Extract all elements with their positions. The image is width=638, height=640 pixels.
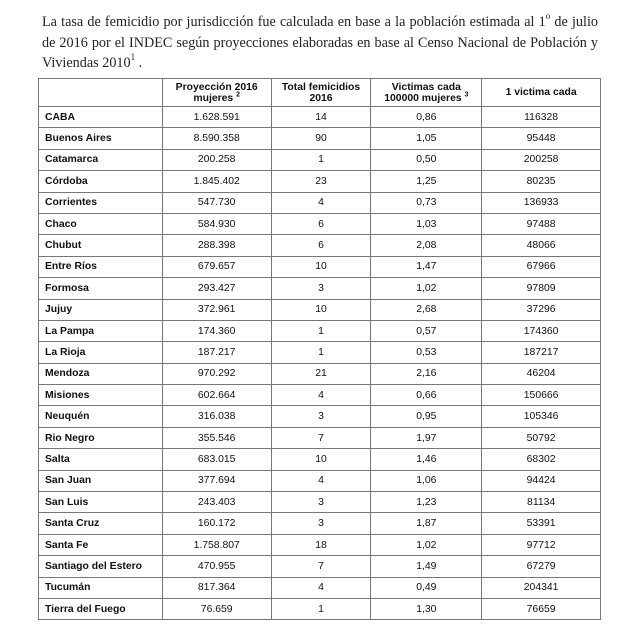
cell-one-victim-every: 67279: [482, 556, 601, 577]
cell-jurisdiction: Chubut: [39, 235, 163, 256]
cell-victims-rate: 1,05: [371, 128, 482, 149]
cell-jurisdiction: Santiago del Estero: [39, 556, 163, 577]
cell-one-victim-every: 48066: [482, 235, 601, 256]
table-row: [39, 278, 601, 299]
cell-projection: 8.590.358: [162, 128, 271, 149]
cell-jurisdiction: Neuquén: [39, 406, 163, 427]
cell-total-femicides: 3: [271, 278, 371, 299]
table-row: [39, 213, 601, 234]
cell-jurisdiction: Tucumán: [39, 577, 163, 598]
cell-victims-rate: 1,06: [371, 470, 482, 491]
cell-victims-rate: 2,68: [371, 299, 482, 320]
cell-victims-rate: 1,02: [371, 534, 482, 555]
cell-jurisdiction: Buenos Aires: [39, 128, 163, 149]
header-jurisdiction: [39, 79, 163, 107]
cell-total-femicides: 23: [271, 171, 371, 192]
cell-one-victim-every: 136933: [482, 192, 601, 213]
cell-one-victim-every: 97809: [482, 278, 601, 299]
cell-victims-rate: 0,49: [371, 577, 482, 598]
cell-one-victim-every: 46204: [482, 363, 601, 384]
femicide-rate-table: [38, 78, 601, 620]
cell-projection: 1.845.402: [162, 171, 271, 192]
cell-projection: 355.546: [162, 427, 271, 448]
cell-victims-rate: 0,53: [371, 342, 482, 363]
table-row: [39, 470, 601, 491]
cell-total-femicides: 7: [271, 427, 371, 448]
intro-text-3: .: [135, 55, 143, 71]
cell-victims-rate: 1,97: [371, 427, 482, 448]
intro-superscript-degree: o: [545, 11, 551, 22]
cell-projection: 584.930: [162, 213, 271, 234]
table-row: [39, 363, 601, 384]
intro-text-1: La tasa de femicidio por jurisdicción fue calculada en base a la población estimada al 1: [42, 14, 546, 30]
intro-footnote-ref-1: 1: [130, 52, 136, 63]
header-one-victim-every-label: 1 victima cada: [505, 87, 577, 98]
cell-one-victim-every: 187217: [482, 342, 601, 363]
cell-one-victim-every: 97712: [482, 534, 601, 555]
cell-jurisdiction: La Rioja: [39, 342, 163, 363]
cell-victims-rate: 0,57: [371, 320, 482, 341]
cell-jurisdiction: Formosa: [39, 278, 163, 299]
cell-projection: 679.657: [162, 256, 271, 277]
cell-total-femicides: 21: [271, 363, 371, 384]
cell-projection: 1.758.807: [162, 534, 271, 555]
cell-projection: 243.403: [162, 492, 271, 513]
cell-one-victim-every: 81134: [482, 492, 601, 513]
cell-victims-rate: 1,02: [371, 278, 482, 299]
header-total-femicides-2016-label: Total femicidios 2016: [281, 81, 361, 104]
table-row: [39, 299, 601, 320]
cell-total-femicides: 18: [271, 534, 371, 555]
cell-jurisdiction: La Pampa: [39, 320, 163, 341]
cell-one-victim-every: 95448: [482, 128, 601, 149]
cell-projection: 187.217: [162, 342, 271, 363]
cell-projection: 372.961: [162, 299, 271, 320]
table-row: [39, 406, 601, 427]
cell-jurisdiction: Tierra del Fuego: [39, 598, 163, 619]
cell-victims-rate: 1,23: [371, 492, 482, 513]
header-victims-per-100000: [371, 79, 482, 107]
header-victims-per-100000-footnote-ref: 3: [464, 91, 469, 99]
cell-jurisdiction: Misiones: [39, 385, 163, 406]
table-row: [39, 235, 601, 256]
cell-victims-rate: 2,08: [371, 235, 482, 256]
cell-projection: 316.038: [162, 406, 271, 427]
cell-jurisdiction: San Luis: [39, 492, 163, 513]
table-row: [39, 449, 601, 470]
cell-total-femicides: 4: [271, 385, 371, 406]
cell-victims-rate: 1,47: [371, 256, 482, 277]
cell-one-victim-every: 76659: [482, 598, 601, 619]
cell-projection: 293.427: [162, 278, 271, 299]
cell-total-femicides: 6: [271, 235, 371, 256]
cell-projection: 200.258: [162, 149, 271, 170]
cell-total-femicides: 1: [271, 149, 371, 170]
cell-total-femicides: 90: [271, 128, 371, 149]
cell-victims-rate: 1,30: [371, 598, 482, 619]
cell-jurisdiction: Catamarca: [39, 149, 163, 170]
header-victims-per-100000-label: Victimas cada 100000 mujeres: [384, 81, 462, 104]
cell-total-femicides: 14: [271, 107, 371, 128]
cell-one-victim-every: 200258: [482, 149, 601, 170]
cell-victims-rate: 1,87: [371, 513, 482, 534]
table-row: [39, 556, 601, 577]
cell-one-victim-every: 50792: [482, 427, 601, 448]
cell-jurisdiction: San Juan: [39, 470, 163, 491]
cell-jurisdiction: Santa Cruz: [39, 513, 163, 534]
cell-total-femicides: 1: [271, 598, 371, 619]
cell-jurisdiction: Salta: [39, 449, 163, 470]
intro-paragraph: [42, 12, 598, 74]
cell-jurisdiction: Entre Ríos: [39, 256, 163, 277]
cell-jurisdiction: CABA: [39, 107, 163, 128]
cell-total-femicides: 4: [271, 470, 371, 491]
table-header-row: [39, 79, 601, 107]
table-row: [39, 513, 601, 534]
cell-projection: 602.664: [162, 385, 271, 406]
table-row: [39, 107, 601, 128]
cell-one-victim-every: 204341: [482, 577, 601, 598]
header-total-femicides-2016: [271, 79, 371, 107]
table-row: [39, 342, 601, 363]
table-row: [39, 320, 601, 341]
table-row: [39, 128, 601, 149]
cell-projection: 174.360: [162, 320, 271, 341]
cell-jurisdiction: Chaco: [39, 213, 163, 234]
header-projection-2016-women: [162, 79, 271, 107]
table-row: [39, 171, 601, 192]
cell-one-victim-every: 80235: [482, 171, 601, 192]
cell-projection: 683.015: [162, 449, 271, 470]
cell-total-femicides: 6: [271, 213, 371, 234]
header-one-victim-every: [482, 79, 601, 107]
cell-total-femicides: 7: [271, 556, 371, 577]
cell-total-femicides: 3: [271, 406, 371, 427]
cell-projection: 1.628.591: [162, 107, 271, 128]
cell-one-victim-every: 97488: [482, 213, 601, 234]
cell-victims-rate: 0,66: [371, 385, 482, 406]
cell-projection: 817.364: [162, 577, 271, 598]
cell-projection: 160.172: [162, 513, 271, 534]
cell-one-victim-every: 116328: [482, 107, 601, 128]
cell-jurisdiction: Mendoza: [39, 363, 163, 384]
cell-victims-rate: 0,50: [371, 149, 482, 170]
cell-victims-rate: 1,49: [371, 556, 482, 577]
cell-projection: 547.730: [162, 192, 271, 213]
cell-total-femicides: 1: [271, 342, 371, 363]
cell-victims-rate: 1,25: [371, 171, 482, 192]
cell-total-femicides: 10: [271, 449, 371, 470]
table-row: [39, 149, 601, 170]
table-body: [39, 107, 601, 620]
cell-one-victim-every: 53391: [482, 513, 601, 534]
table-row: [39, 192, 601, 213]
cell-one-victim-every: 67966: [482, 256, 601, 277]
table-row: [39, 534, 601, 555]
cell-jurisdiction: Jujuy: [39, 299, 163, 320]
cell-projection: 76.659: [162, 598, 271, 619]
cell-total-femicides: 1: [271, 320, 371, 341]
cell-one-victim-every: 105346: [482, 406, 601, 427]
cell-one-victim-every: 37296: [482, 299, 601, 320]
cell-total-femicides: 10: [271, 256, 371, 277]
intro-text-2: de julio de 2016 por el INDEC según proyecciones elaboradas en base al Censo Nacional de Población y Viviendas 2010: [42, 14, 598, 71]
table-row: [39, 256, 601, 277]
cell-projection: 470.955: [162, 556, 271, 577]
cell-victims-rate: 0,95: [371, 406, 482, 427]
cell-victims-rate: 2,16: [371, 363, 482, 384]
cell-projection: 970.292: [162, 363, 271, 384]
cell-one-victim-every: 150666: [482, 385, 601, 406]
cell-total-femicides: 10: [271, 299, 371, 320]
header-projection-2016-women-label: Proyección 2016 mujeres: [175, 81, 258, 104]
cell-projection: 377.694: [162, 470, 271, 491]
cell-total-femicides: 3: [271, 513, 371, 534]
cell-total-femicides: 4: [271, 577, 371, 598]
table-row: [39, 492, 601, 513]
header-projection-2016-women-footnote-ref: 2: [236, 91, 241, 99]
table-row: [39, 385, 601, 406]
cell-jurisdiction: Corrientes: [39, 192, 163, 213]
cell-jurisdiction: Santa Fe: [39, 534, 163, 555]
table-row: [39, 577, 601, 598]
table-row: [39, 598, 601, 619]
cell-victims-rate: 1,46: [371, 449, 482, 470]
table-row: [39, 427, 601, 448]
cell-projection: 288.398: [162, 235, 271, 256]
cell-jurisdiction: Rio Negro: [39, 427, 163, 448]
cell-victims-rate: 0,86: [371, 107, 482, 128]
cell-total-femicides: 3: [271, 492, 371, 513]
cell-one-victim-every: 94424: [482, 470, 601, 491]
cell-victims-rate: 0,73: [371, 192, 482, 213]
cell-total-femicides: 4: [271, 192, 371, 213]
cell-one-victim-every: 174360: [482, 320, 601, 341]
cell-one-victim-every: 68302: [482, 449, 601, 470]
cell-victims-rate: 1,03: [371, 213, 482, 234]
cell-jurisdiction: Córdoba: [39, 171, 163, 192]
